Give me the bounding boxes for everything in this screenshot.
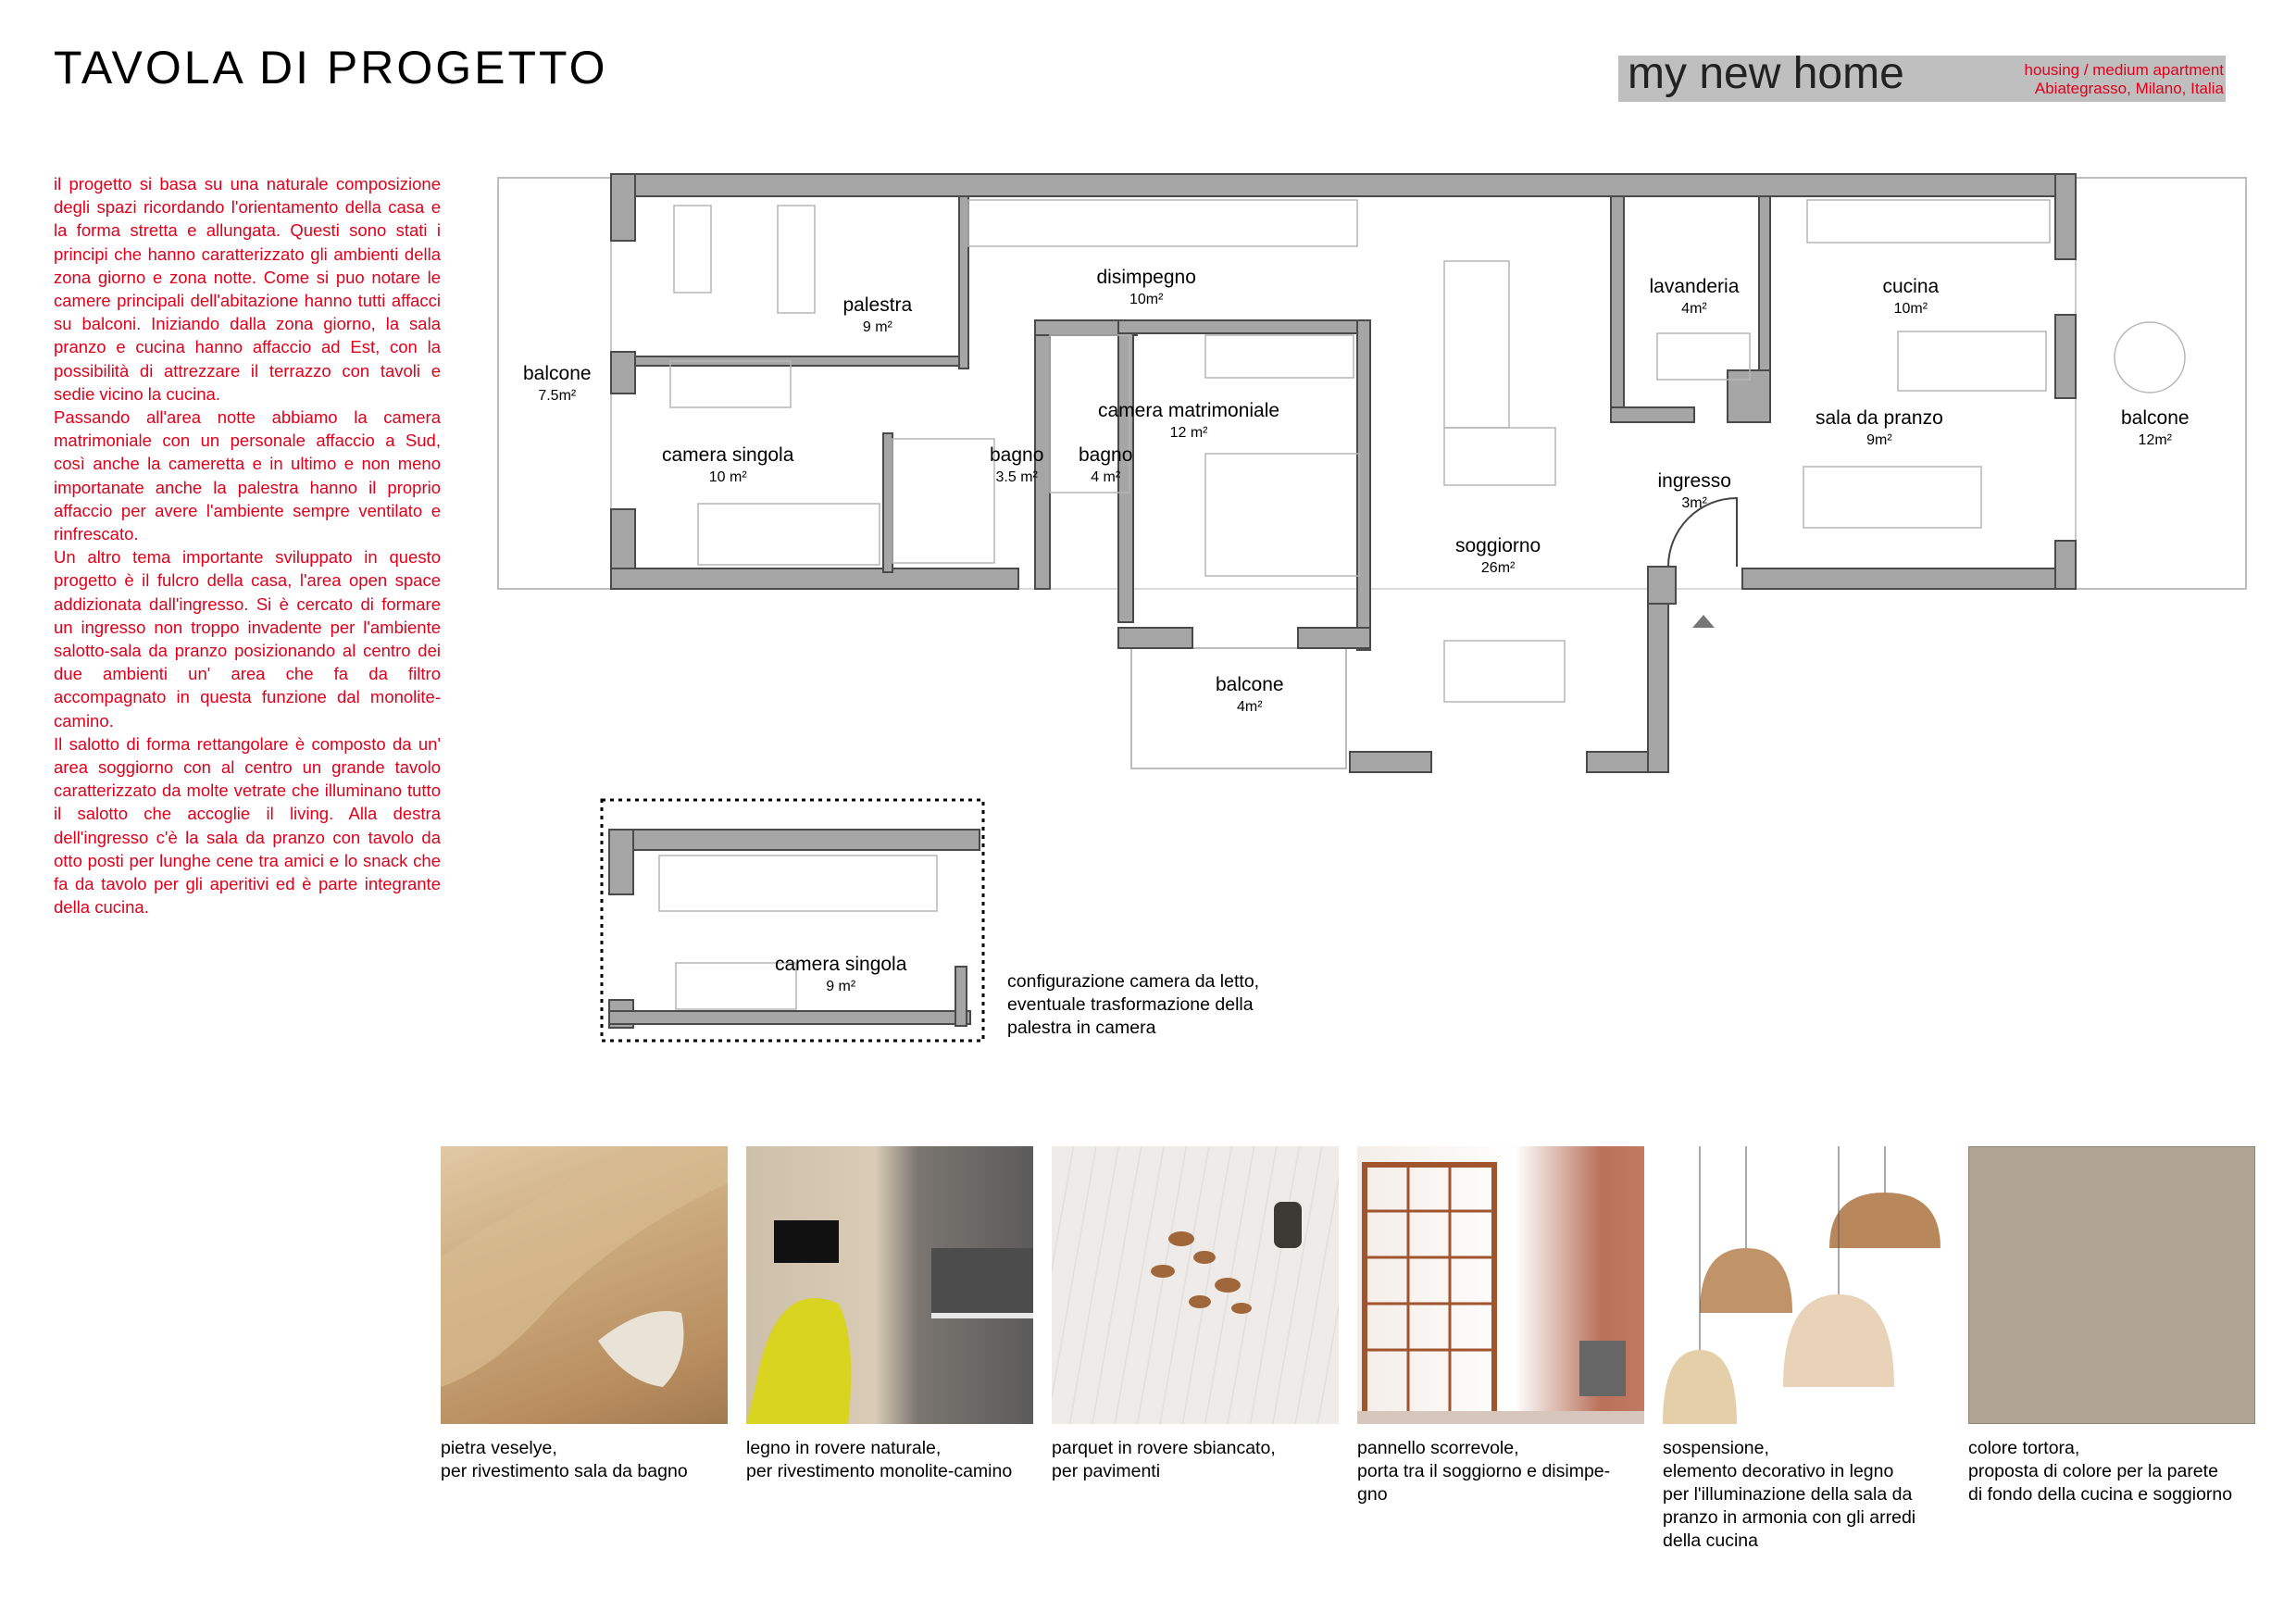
- east-wall: [2055, 174, 2076, 259]
- caption-line: palestra in camera: [1007, 1018, 1156, 1038]
- room-name: balcone: [2121, 407, 2190, 429]
- caption-line: parquet in rovere sbiancato,: [1052, 1438, 1276, 1458]
- marble-swatch-icon: [441, 1146, 728, 1424]
- caption-line: per pavimenti: [1052, 1461, 1161, 1481]
- living-table: [1444, 641, 1565, 702]
- caption-line: pranzo in armonia con gli arredi: [1663, 1507, 1916, 1528]
- balcony-table: [2115, 322, 2185, 393]
- room-name: soggiorno: [1455, 535, 1541, 556]
- caption-line: legno in rovere naturale,: [746, 1438, 942, 1458]
- room-label-ingresso: [1658, 470, 1731, 515]
- description-paragraph: Passando all'area notte abbiamo la camera matrimoniale con un personale affaccio a Sud, così anche la cameretta e in ultimo e non meno importanate anche la palestra hanno il proprio affaccio per avere l'ambiente sempre ventilato e rinfrescato.: [54, 407, 441, 544]
- caption-line: di fondo della cucina e soggiorno: [1968, 1484, 2233, 1505]
- subtitle-type: housing / medium apartment: [2024, 61, 2224, 79]
- description-paragraph: il progetto si basa su una naturale composizione degli spazi ricordando l'orientamento della casa e la forma stretta e allungata. Questi sono stati i principi che hanno caratterizzato gli ambienti della zona giorno e zona notte. Come si puo notare le camere principali dell'abitazione hanno tutti affacci su balconi. Iniziando dalla zona giorno, la sala pranzo e cucina hanno affaccio ad Est, con la possibilità di attrezzare il terrazzo con tavoli e sedie vicino la cucina.: [54, 174, 441, 404]
- room-area: 3.5 m²: [995, 469, 1038, 485]
- room-label-balcone-east: [2121, 407, 2190, 452]
- caption-line: per rivestimento sala da bagno: [441, 1461, 688, 1481]
- living-south-wall: [1350, 752, 1431, 772]
- treadmill: [778, 206, 815, 313]
- room-label-cucina: [1883, 276, 1940, 320]
- config-wall: [609, 1011, 970, 1024]
- bath-wall: [883, 433, 892, 572]
- room-label-balcone-south: [1216, 674, 1284, 718]
- north-wall: [611, 174, 2076, 196]
- room-name: camera singola: [662, 444, 794, 466]
- pendant-lamp-photo-icon: [1663, 1146, 1950, 1424]
- material-caption: [1663, 1437, 1968, 1553]
- room-name: bagno: [1079, 444, 1133, 466]
- laundry-wall: [1611, 407, 1694, 422]
- material-caption: [1357, 1437, 1663, 1506]
- caption-line: sospensione,: [1663, 1438, 1769, 1458]
- room-area: 9 m²: [862, 319, 892, 335]
- sliding-panel-photo-icon-shape: [1357, 1146, 1644, 1424]
- room-name: camera singola: [775, 954, 907, 975]
- room-name: cucina: [1882, 276, 1940, 297]
- room-name: disimpegno: [1096, 267, 1196, 288]
- room-label-balcone-west: [523, 363, 592, 407]
- caption-line: per l'illuminazione della sala da: [1663, 1484, 1913, 1505]
- oak-wall-photo-icon: [746, 1146, 1033, 1424]
- room-area: 4m²: [1681, 301, 1707, 317]
- subtitle-location: Abiategrasso, Milano, Italia: [2034, 80, 2224, 97]
- partition-wall: [959, 196, 968, 369]
- gym-bench: [674, 206, 711, 293]
- room-label-bagno-1: [990, 444, 1043, 489]
- south-wall-east: [1742, 568, 2076, 589]
- room-name: ingresso: [1657, 470, 1731, 492]
- laundry-wall: [1611, 196, 1624, 422]
- desk: [670, 361, 791, 407]
- bed-wall: [1118, 320, 1368, 333]
- room-label-soggiorno: [1455, 535, 1541, 580]
- walls: [611, 174, 2076, 772]
- room-label-lavanderia: [1650, 276, 1740, 320]
- room-label-camera-singola: [662, 444, 793, 489]
- east-wall: [2055, 541, 2076, 589]
- caption-line: per rivestimento monolite-camino: [746, 1461, 1013, 1481]
- room-area: 4 m²: [1091, 469, 1121, 485]
- pendant-lamp-photo-icon-shape: [1663, 1146, 1950, 1424]
- description-paragraph: Il salotto di forma rettangolare è composto da un' area soggiorno con al centro un grande tavolo caratterizzato da molte vetrate che illuminano tutto il salotto che accoglie il living. Alla destra dell'ingresso c'è la sala da pranzo con tavolo da otto posti per lunghe cene tra amici e lo snack che fa da tavolo per gli aperitivi ed è parte integrante della cucina.: [54, 733, 441, 918]
- room-label-disimpegno: [1097, 267, 1196, 311]
- entry-wall: [1648, 567, 1676, 604]
- config-wall: [609, 830, 633, 894]
- wall-segment: [611, 174, 635, 241]
- dining-table: [1803, 467, 1981, 528]
- bed-south-wall: [1118, 628, 1192, 648]
- page-title: TAVOLA DI PROGETTO: [54, 42, 608, 94]
- room-name: sala da pranzo: [1816, 407, 1943, 429]
- room-name: camera matrimoniale: [1098, 400, 1280, 421]
- room-area: 9m²: [1866, 432, 1892, 448]
- caption-line: eventuale trasformazione della: [1007, 994, 1254, 1015]
- room-name: lavanderia: [1649, 276, 1740, 297]
- room-area: 26m²: [1480, 560, 1516, 576]
- caption-line: elemento decorativo in legno: [1663, 1461, 1894, 1481]
- config-wall: [609, 830, 980, 850]
- room-label-camera-matrimoniale: [1098, 400, 1279, 444]
- material-caption: [1052, 1437, 1357, 1483]
- config-bed: [659, 856, 937, 911]
- entry-arrow-icon: [1692, 615, 1715, 628]
- room-area: 4m²: [1237, 699, 1263, 715]
- sofa: [1444, 261, 1509, 428]
- wall-segment: [611, 352, 635, 394]
- caption-line: proposta di colore per la parete: [1968, 1461, 2218, 1481]
- material-caption: [1968, 1437, 2274, 1506]
- color-swatch-icon: [1968, 1146, 2255, 1424]
- room-name: bagno: [990, 444, 1044, 466]
- wardrobe: [1205, 335, 1354, 378]
- marble-swatch-icon-shape: [441, 1146, 728, 1424]
- room-area: 12m²: [2138, 432, 2172, 448]
- kitchen-counter: [1807, 200, 2050, 243]
- room-area: 9 m²: [826, 979, 856, 994]
- room-area: 10m²: [1893, 301, 1928, 317]
- caption-line: pietra veselye,: [441, 1438, 557, 1458]
- room-area: 10 m²: [708, 469, 747, 485]
- room-name: balcone: [523, 363, 592, 384]
- room-label-sala-da-pranzo: [1816, 407, 1943, 452]
- south-wall-west: [611, 568, 1018, 589]
- config-caption: [1007, 970, 1322, 1040]
- sliding-panel-photo-icon: [1357, 1146, 1644, 1424]
- double-bed: [1205, 454, 1359, 576]
- sofa-chaise: [1444, 428, 1555, 485]
- config-wall: [955, 967, 967, 1026]
- material-caption: [746, 1437, 1052, 1483]
- east-wall: [2055, 315, 2076, 398]
- room-area: 10m²: [1129, 292, 1164, 307]
- room-area: 12 m²: [1169, 425, 1208, 441]
- caption-line: della cucina: [1663, 1530, 1758, 1551]
- room-label-palestra: [843, 294, 913, 339]
- caption-line: pannello scorrevole,: [1357, 1438, 1519, 1458]
- caption-line: gno: [1357, 1484, 1388, 1505]
- oak-wall-photo-icon-shape: [746, 1146, 1033, 1424]
- bathtub: [892, 439, 994, 563]
- room-area: 3m²: [1681, 495, 1707, 511]
- laundry-wall: [1728, 370, 1770, 422]
- single-bed: [698, 504, 880, 565]
- wardrobe: [968, 200, 1357, 246]
- parquet-photo-icon-shape: [1052, 1146, 1339, 1424]
- bed-south-wall: [1298, 628, 1370, 648]
- east-balcony-outline: [2076, 178, 2246, 589]
- brand-name: my new home: [1628, 49, 1904, 98]
- kitchen-island: [1898, 331, 2046, 391]
- room-name: palestra: [842, 294, 913, 316]
- caption-line: porta tra il soggiorno e disimpe-: [1357, 1461, 1611, 1481]
- furniture: [670, 200, 2185, 702]
- caption-line: configurazione camera da letto,: [1007, 971, 1260, 992]
- room-area: 7.5m²: [538, 388, 577, 404]
- material-caption: [441, 1437, 746, 1483]
- room-name: balcone: [1216, 674, 1284, 695]
- room-label-bagno-2: [1079, 444, 1132, 489]
- parquet-photo-icon: [1052, 1146, 1339, 1424]
- description-paragraph: Un altro tema importante sviluppato in questo progetto è il fulcro della casa, l'area open space addizionata dall'ingresso. Si è cercato di formare un ingresso non troppo invadente per l'ambiente salotto-sala da pranzo posizionando al centro dei due ambienti un' area che fa da filtro accompagnato in questa funzione dal monolite-camino.: [54, 547, 441, 731]
- caption-line: colore tortora,: [1968, 1438, 2080, 1458]
- config-room-label: [775, 954, 906, 998]
